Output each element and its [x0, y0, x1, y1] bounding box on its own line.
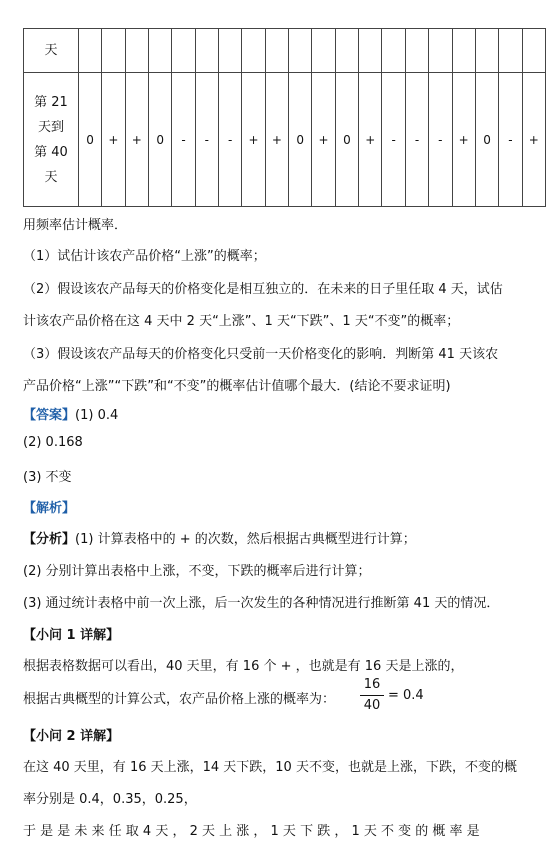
fenxi-line-1: [23, 528, 416, 547]
fraction-denominator: 40: [363, 698, 381, 713]
sub2-tag: 【小问 2 详解】: [23, 729, 120, 744]
table-cell: [382, 29, 405, 73]
table-cell: [148, 29, 171, 73]
fraction-numerator: 16: [363, 677, 381, 692]
intro-text: 用频率估计概率．: [23, 218, 128, 233]
table-cell: 0: [148, 73, 171, 207]
sub2-line-3: 于 是 是 未 来 任 取 4 天 ， 2 天 上 涨 ， 1 天 下 跌 ， 1 天 不 变 的 概 率 是: [23, 824, 480, 839]
table-cell: [499, 29, 522, 73]
sub1-tag: 【小问 1 详解】: [23, 628, 120, 643]
table-cell: 0: [335, 73, 358, 207]
table-cell: 0: [475, 73, 498, 207]
probability-fraction: [360, 676, 384, 715]
question-2-line-2: 计该农产品价格在这 4 天中 2 天“上涨”、1 天“下跌”、1 天“不变”的概率；: [23, 314, 460, 329]
answer-line-1: [23, 404, 118, 423]
table-cell: [125, 29, 148, 73]
price-change-table: [23, 28, 546, 207]
table-header-cell: [24, 73, 79, 207]
table-cell: -: [429, 73, 452, 207]
table-cell: [335, 29, 358, 73]
table-cell: [195, 29, 218, 73]
fenxi-3: (3) 通过统计表格中前一次上涨，后一次发生的各种情况进行推断第 41 天的情况．: [23, 596, 500, 611]
header-line: 第 40: [34, 144, 68, 160]
fenxi-1: (1) 计算表格中的 + 的次数，然后根据古典概型进行计算；: [75, 532, 416, 547]
table-cell: [219, 29, 242, 73]
table-cell: -: [195, 73, 218, 207]
table-cell: [452, 29, 475, 73]
answer-1: (1) 0.4: [75, 408, 119, 423]
table-cell: [405, 29, 428, 73]
fraction-result: = 0.4: [388, 688, 424, 703]
table-cell: +: [265, 73, 288, 207]
answer-tag: 【答案】: [23, 408, 76, 423]
fraction-bar: [360, 695, 384, 696]
table-cell: +: [125, 73, 148, 207]
question-1: （1）试估计该农产品价格“上涨”的概率；: [23, 249, 266, 264]
table-cell: +: [522, 73, 545, 207]
table-cell: 0: [289, 73, 312, 207]
table-cell: -: [219, 73, 242, 207]
table-row: [24, 29, 546, 73]
header-line: 第 21: [34, 94, 68, 110]
table-cell: [522, 29, 545, 73]
sub2-line-1: 在这 40 天里，有 16 天上涨，14 天下跌，10 天不变，也就是上涨，下跌，不变的概: [23, 760, 517, 775]
table-cell: +: [452, 73, 475, 207]
table-cell: [359, 29, 382, 73]
table-cell: +: [242, 73, 265, 207]
sub2-line-2: 率分别是 0.4，0.35，0.25，: [23, 792, 197, 807]
header-line: 天到: [37, 119, 64, 135]
sub1-line-2: 根据古典概型的计算公式，农产品价格上涨的概率为：: [23, 692, 336, 707]
question-2-line-1: （2）假设该农产品每天的价格变化是相互独立的．在未来的日子里任取 4 天，试估: [23, 282, 503, 297]
table-cell: +: [102, 73, 125, 207]
table-row: [24, 73, 546, 207]
table-cell: [265, 29, 288, 73]
table-cell: 0: [78, 73, 101, 207]
table-cell: [475, 29, 498, 73]
fenxi-2: (2) 分别计算出表格中上涨，不变，下跌的概率后进行计算；: [23, 564, 371, 579]
sub1-line-1: 根据表格数据可以看出，40 天里，有 16 个 + ，也就是有 16 天是上涨的，: [23, 659, 464, 674]
table-cell: [172, 29, 195, 73]
table-cell: -: [405, 73, 428, 207]
answer-3: (3) 不变: [23, 470, 72, 485]
table-cell: [429, 29, 452, 73]
table-cell: -: [382, 73, 405, 207]
answer-2: (2) 0.168: [23, 435, 83, 450]
analysis-tag: 【解析】: [23, 501, 76, 516]
table-cell: +: [359, 73, 382, 207]
table-cell: [78, 29, 101, 73]
table-cell: [242, 29, 265, 73]
question-3-line-2: 产品价格“上涨”“下跌”和“不变”的概率估计值哪个最大．(结论不要求证明): [23, 379, 451, 394]
table-cell: -: [172, 73, 195, 207]
fenxi-tag: 【分析】: [23, 532, 76, 547]
table-cell: -: [499, 73, 522, 207]
table-cell: [312, 29, 335, 73]
table-cell: +: [312, 73, 335, 207]
header-line: 天: [44, 169, 58, 185]
question-3-line-1: （3）假设该农产品每天的价格变化只受前一天价格变化的影响．判断第 41 天该农: [23, 347, 499, 362]
table-cell: [102, 29, 125, 73]
table-cell: [289, 29, 312, 73]
table-header-cell: 天: [24, 29, 79, 73]
